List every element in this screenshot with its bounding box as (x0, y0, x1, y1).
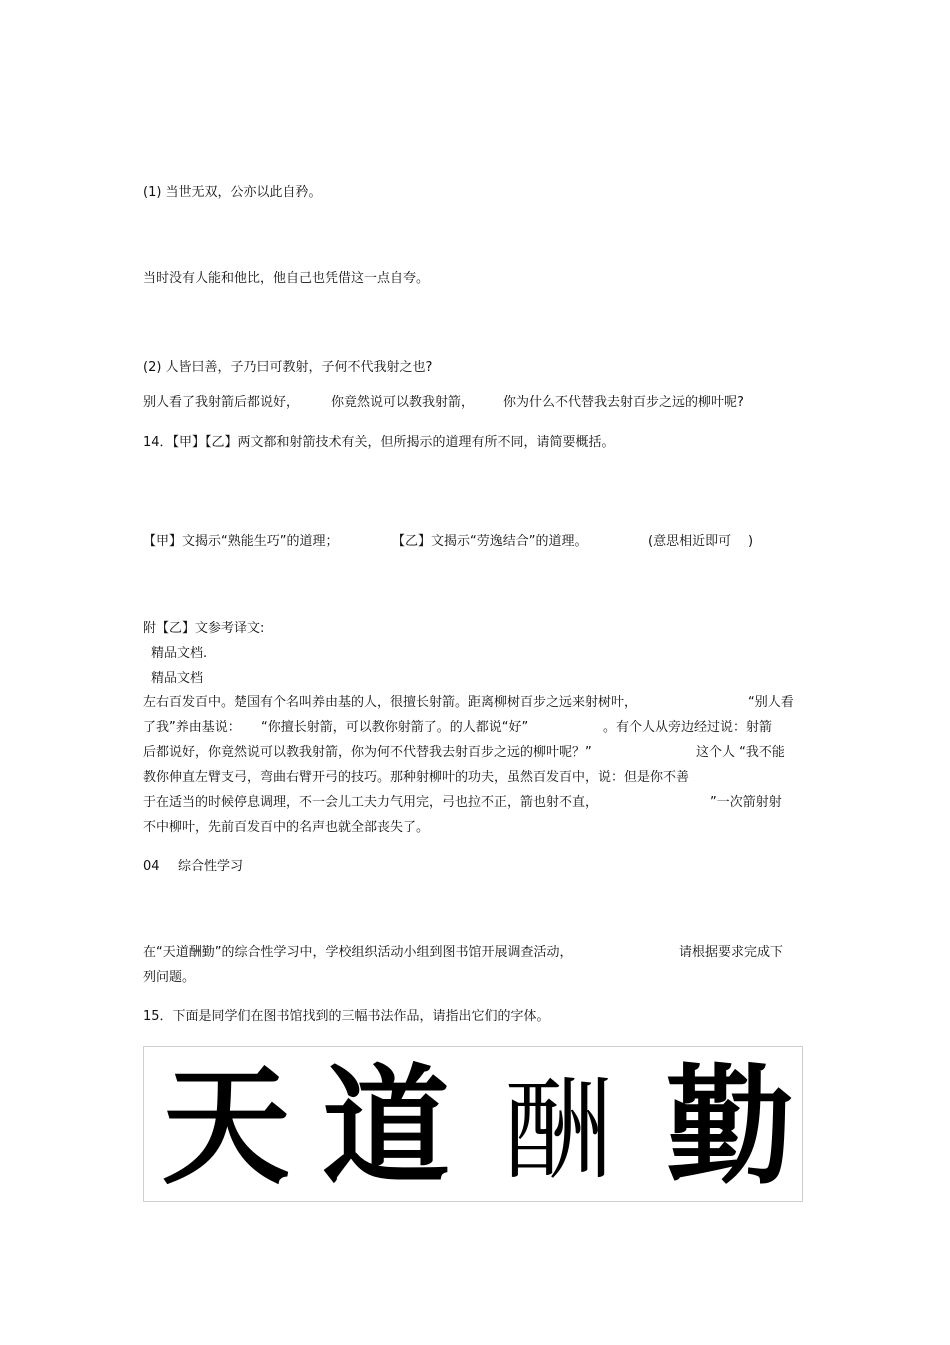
q2-translation-a: 别人看了我射箭后都说好， (143, 395, 300, 410)
translation-line-4: 教你伸直左臂支弓，弯曲右臂开弓的技巧。那种射柳叶的功夫，虽然百发百中，说：但是你不善 (143, 770, 690, 785)
translation-line-1b: “别人看 (748, 695, 794, 710)
q14-answer-c: (意思相近即可 (648, 534, 732, 549)
translation-line-5b: ”一次箭射射 (710, 795, 782, 810)
calligraphy-image (143, 1046, 803, 1202)
calligraphy-char-2: 道 (321, 1052, 451, 1201)
intro-line-1b: 请根据要求完成下 (679, 945, 784, 960)
intro-line-1a: 在“天道酬勤”的综合性学习中，学校组织活动小组到图书馆开展调查活动， (143, 945, 573, 960)
translation-line-5a: 于在适当的时候停息调理，不一会儿工夫力气用完，弓也拉不正，箭也射不直， (143, 795, 599, 810)
calligraphy-char-3: 酬 (503, 1067, 613, 1195)
q14-question: 14．【甲】【乙】两文都和射箭技术有关，但所揭示的道理有所不同，请简要概括。 (143, 435, 615, 450)
translation-line-2c: 。有个人从旁边经过说：射箭 (603, 720, 773, 735)
translation-line-2a: 了我”养由基说： (143, 720, 241, 735)
translation-line-2b: “你擅长射箭，可以教你射箭了。的人都说“好” (261, 720, 529, 735)
q1-original: (1) 当世无双，公亦以此自矜。 (143, 185, 322, 200)
section-number: 04 (143, 859, 160, 874)
calligraphy-char-1: 天 (161, 1052, 291, 1201)
section-title: 综合性学习 (178, 859, 244, 874)
translation-line-3b: 这个人 “我不能 (696, 745, 785, 760)
q14-answer-d: ) (748, 534, 754, 549)
q15-question: 15．下面是同学们在图书馆找到的三幅书法作品，请指出它们的字体。 (143, 1009, 550, 1024)
q2-original: (2) 人皆曰善，子乃曰可教射，子何不代我射之也? (143, 360, 433, 375)
appendix-title: 附【乙】文参考译文: (143, 621, 265, 636)
q2-translation-c: 你为什么不代替我去射百步之远的柳叶呢? (503, 395, 744, 410)
watermark-2: 精品文档 (151, 671, 204, 686)
translation-line-1a: 左右百发百中。楚国有个名叫养由基的人，很擅长射箭。距离柳树百步之远来射树叶， (143, 695, 638, 710)
calligraphy-char-4: 勤 (665, 1052, 795, 1201)
translation-line-3a: 后都说好，你竟然说可以教我射箭，你为何不代替我去射百步之远的柳叶呢？” (143, 745, 592, 760)
q14-answer-a: 【甲】文揭示“熟能生巧”的道理； (143, 534, 339, 549)
q14-answer-b: 【乙】文揭示“劳逸结合”的道理。 (392, 534, 588, 549)
translation-line-6: 不中柳叶，先前百发百中的名声也就全部丧失了。 (143, 820, 430, 835)
q1-translation: 当时没有人能和他比，他自己也凭借这一点自夸。 (143, 271, 430, 286)
intro-line-2: 列问题。 (143, 970, 196, 985)
q2-translation-b: 你竟然说可以教我射箭， (331, 395, 475, 410)
watermark-1: 精品文档. (151, 646, 208, 661)
